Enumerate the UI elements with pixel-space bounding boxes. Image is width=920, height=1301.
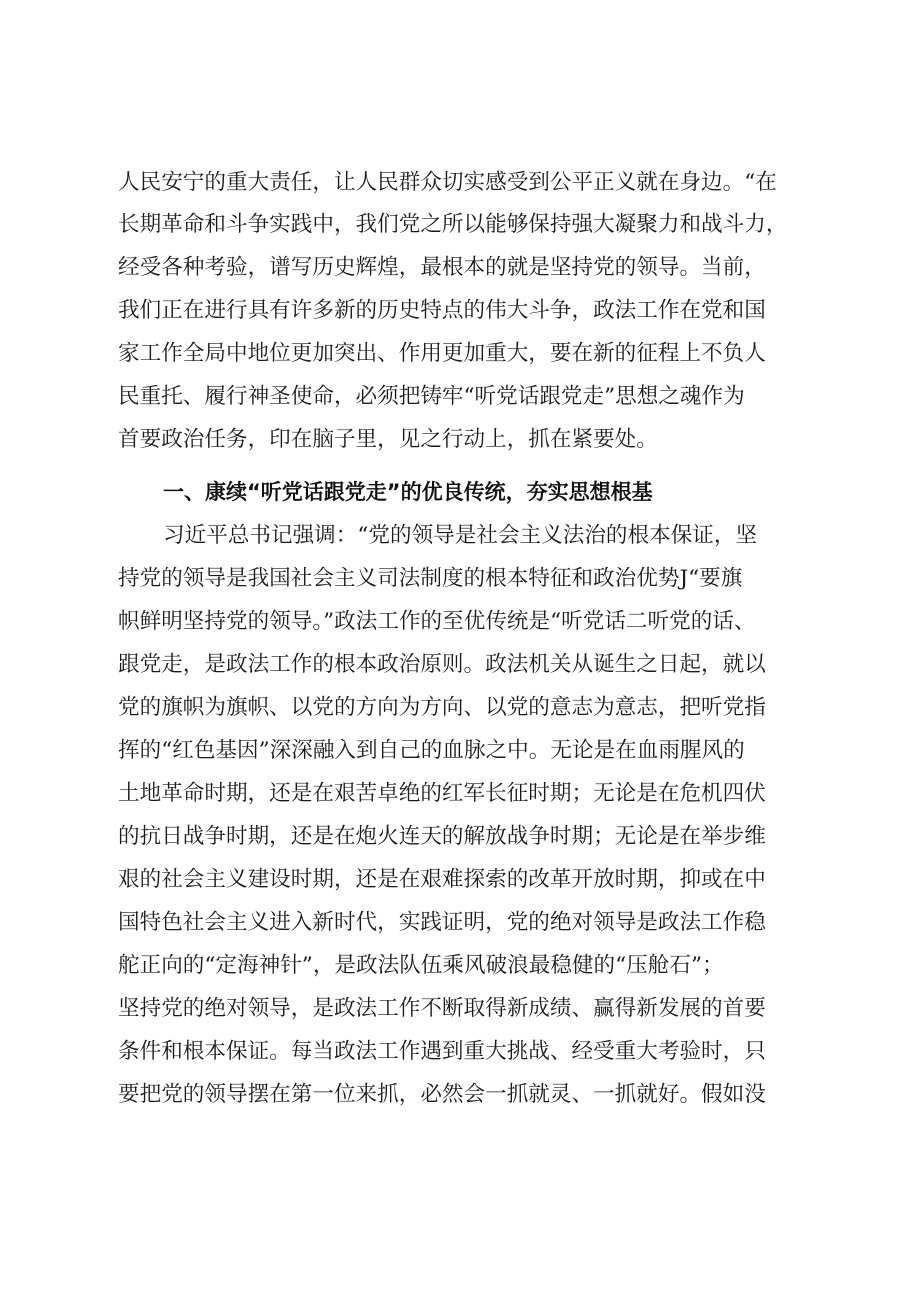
para2-line-14: 要把党的领导摆在第一位来抓，必然会一抓就灵、一抓就好。假如没 bbox=[118, 1082, 766, 1107]
text-line-5: 家工作全局中地位更加突出、作用更加重大，要在新的征程上不负人 bbox=[118, 341, 766, 366]
para2-line-4: 跟党走，是政法工作的根本政治原则。政法机关从诞生之日起，就以 bbox=[118, 652, 766, 677]
text-line-4: 我们正在进行具有许多新的历史特点的伟大斗争，政法工作在党和国 bbox=[118, 298, 766, 323]
para2-line-11: 舵正向的“定海神针”，是政法队伍乘风破浪最稳健的“压舱石”； bbox=[118, 953, 724, 978]
para2-line-3: 帜鲜明坚持党的领导。”政法工作的至优传统是“听党话二听党的话、 bbox=[118, 609, 756, 634]
text-line-3: 经受各种考验，谱写历史辉煌，最根本的就是坚持党的领导。当前， bbox=[118, 255, 766, 280]
para2-line-5: 党的旗帜为旗帜、以党的方向为方向、以党的意志为意志，把听党指 bbox=[118, 695, 766, 720]
para2-line-6: 挥的“红色基因”深深融入到自己的血脉之中。无论是在血雨腥风的 bbox=[118, 738, 745, 763]
text-line-2: 长期革命和斗争实践中，我们党之所以能够保持强大凝聚力和战斗力， bbox=[118, 212, 788, 237]
para2-line-1: 习近平总书记强调：“党的领导是社会主义法治的根本保证，坚 bbox=[163, 523, 758, 548]
para2-line-8: 的抗日战争时期，还是在炮火连天的解放战争时期；无论是在举步维 bbox=[118, 824, 766, 849]
para2-line-7: 土地革命时期，还是在艰苦卓绝的红军长征时期；无论是在危机四伏 bbox=[118, 781, 766, 806]
para2-line-9: 艰的社会主义建设时期，还是在艰难探索的改革开放时期，抑或在中 bbox=[118, 867, 766, 892]
section-heading: 一、康续“听党话跟党走”的优良传统，夯实思想根基 bbox=[163, 480, 653, 504]
para2-line-12: 坚持党的绝对领导，是政法工作不断取得新成绩、赢得新发展的首要 bbox=[118, 996, 766, 1021]
text-line-6: 民重托、履行神圣使命，必须把铸牢“听党话跟党走”思想之魂作为 bbox=[118, 384, 745, 409]
para2-line-10: 国特色社会主义进入新时代，实践证明，党的绝对领导是政法工作稳 bbox=[118, 910, 766, 935]
text-line-1: 人民安宁的重大责任，让人民群众切实感受到公平正义就在身边。“在 bbox=[118, 170, 777, 195]
text-line-7: 首要政治任务，印在脑子里，见之行动上，抓在紧要处。 bbox=[118, 427, 658, 452]
para2-line-13: 条件和根本保证。每当政法工作遇到重大挑战、经受重大考验时，只 bbox=[118, 1039, 766, 1064]
para2-line-2: 持党的领导是我国社会主义司法制度的根本特征和政治优势J“要旗 bbox=[118, 566, 743, 591]
